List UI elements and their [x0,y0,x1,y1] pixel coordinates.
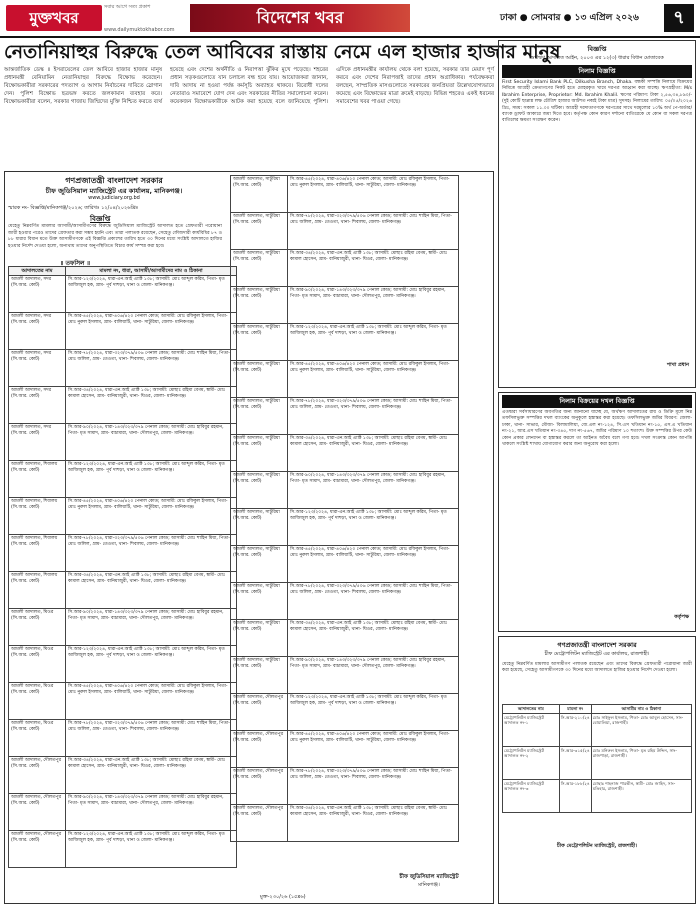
court-cell: আমলী আদালত, দৌলতপুর (সি.আর. কোর্ট) [231,768,288,805]
table-row [231,583,459,620]
court-cell: আমলী আদালত, শিবালয় (সি.আর. কোর্ট) [9,535,66,572]
page-number: ৭ [664,4,694,32]
masthead [0,0,700,36]
notice-office: চীফ জুডিসিয়াল ম্যাজিস্ট্রেট এর কার্যালয়, মানিকগঞ্জ। [45,187,183,195]
case-cell: সি.আর-৭৮/২০২৪, ধারা-৩২৩/৩৭৯/৫০৬ পেনাল কোড; আসামী: মোঃ শাহিন মিয়া, পিতা- মোঃ জলিল, গ্রাম- তেওতা, থানা- শিবালয়, জেলা- মানিকগঞ্জ। [66,720,237,757]
notice-website: www.judiciary.org.bd [88,195,140,201]
table-row [231,324,459,361]
table-row [231,509,459,546]
court-cell: আমলী আদালত, শিবালয় (সি.আর. কোর্ট) [9,461,66,498]
ad3-cell: সি.আর-২১০/২৪ [559,713,591,746]
court-cell: আমলী আদালত, শিবালয় (সি.আর. কোর্ট) [9,572,66,609]
ad3-col1-header: আদালতের নাম [503,705,560,714]
case-cell: সি.আর-৩৪/২০২৪, ধারা-এন.আই এ্যাক্ট ১৩৮; আসামী: মোছাঃ রহিমা বেগম, স্বামী- মোঃ কামাল হোসেন, গ্রাম- বানিয়াজুরী, থানা- ঘিওর, জেলা- মানিকগঞ্জ। [288,250,459,287]
ad3-body: যেহেতু নিম্নবর্ণিত মামলার আসামীগণ পলাতক রয়েছেন এবং তাদের বিরুদ্ধে গ্রেফতারী পরোয়ানা জারী করা হয়েছে, সেহেতু আসামীগণকে ৩০ দিনের মধ্যে আদালতে হাজির হওয়ার নির্দেশ দেওয়া হলো। [502,662,692,674]
case-cell: সি.আর-৯০/২০২৪, ধারা-১৪৩/৩২৩/৩৭৯ পেনাল কোড; আসামী: মোঃ হাবিবুর রহমান, পিতা- মৃত সামাদ, গ্রাম- বাচামারা, থানা- দৌলতপুর, জেলা- মানিকগঞ্জ। [66,424,237,461]
case-cell: সি.আর-৭৮/২০২৪, ধারা-৩২৩/৩৭৯/৫০৬ পেনাল কোড; আসামী: মোঃ শাহিন মিয়া, পিতা- মোঃ জলিল, গ্রাম- তেওতা, থানা- শিবালয়, জেলা- মানিকগঞ্জ। [66,535,237,572]
table-row [503,779,692,812]
signature-title: চীফ জুডিসিয়াল ম্যাজিস্ট্রেট [399,874,459,880]
court-cell: আমলী আদালত, সাটুরিয়া (সি.আর. কোর্ট) [231,361,288,398]
case-cell: সি.আর-৭৮/২০২৪, ধারা-৩২৩/৩৭৯/৫০৬ পেনাল কোড; আসামী: মোঃ শাহিন মিয়া, পিতা- মোঃ জলিল, গ্রাম- তেওতা, থানা- শিবালয়, জেলা- মানিকগঞ্জ। [288,768,459,805]
court-cell: আমলী আদালত, সাটুরিয়া (সি.আর. কোর্ট) [231,287,288,324]
masthead-divider [0,36,700,38]
ad1-body: First Security Islami Bank PLC, Dilkusha Branch, Dhaka. বন্ধকী সম্পত্তি নিলামে বিক্রয়ের নিমিত্তে আগ্রহী ক্রেতাগণের নিকট হতে মোহরকৃত খামে দরপত্র আহ্বান করা যাচ্ছে। ঋণগ্রহীতা: M/s Ibrahim Enterprise, Proprietor: Md. Ibrahim Khalil. ঋণের পরিমাণ: টাকা ২,৫৬,৩৪,৮৯০/- (দুই কোটি ছাপ্পান্ন লক্ষ চৌত্রিশ হাজার আটশত নব্বই টাকা মাত্র) সুদসহ। নিলামের তারিখ: ০৫/০৫/২০২৬ খ্রিঃ, সময়: সকাল ১১.০০ ঘটিকা। আগ্রহী দরদাতাগণকে দরপত্রের সাথে দরমূল্যের ১০% অর্থ পে-অর্ডার/ব্যাংক ড্রাফট আকারে জমা দিতে হবে। কর্তৃপক্ষ কোন কারণ দর্শানো ব্যতিরেকে যে কোন বা সকল দরপত্র বাতিলের ক্ষমতা সংরক্ষণ করেন। [502,80,692,124]
case-cell: সি.আর-৪৫/২০২৪, ধারা-৪০৬/৪২০ পেনাল কোড; আসামী: মোঃ রফিকুল ইসলাম, পিতা- মোঃ নুরুল ইসলাম, গ্রাম- বালিয়াটি, থানা- সাটুরিয়া, জেলা- মানিকগঞ্জ। [66,498,237,535]
ad3-cell: মোছাঃ শাহনাজ পারভীন, স্বামী- মোঃ জাহিদ, সাং- মতিহার, রাজশাহী। [591,779,691,812]
case-cell: সি.আর-৭৮/২০২৪, ধারা-৩২৩/৩৭৯/৫০৬ পেনাল কোড; আসামী: মোঃ শাহিন মিয়া, পিতা- মোঃ জলিল, গ্রাম- তেওতা, থানা- শিবালয়, জেলা- মানিকগঞ্জ। [66,350,237,387]
case-cell: সি.আর-৯০/২০২৪, ধারা-১৪৩/৩২৩/৩৭৯ পেনাল কোড; আসামী: মোঃ হাবিবুর রহমান, পিতা- মৃত সামাদ, গ্রাম- বাচামারা, থানা- দৌলতপুর, জেলা- মানিকগঞ্জ। [288,472,459,509]
court-cell: আমলী আদালত, সাটুরিয়া (সি.আর. কোর্ট) [231,250,288,287]
court-cell: আমলী আদালত, সাটুরিয়া (সি.আর. কোর্ট) [231,657,288,694]
table-row [231,472,459,509]
court-cell: আমলী আদালত, সাটুরিয়া (সি.আর. কোর্ট) [231,546,288,583]
case-table-left [8,266,237,868]
tagline: সবার আগে সত্য প্রকাশ [104,4,151,10]
court-cell: আমলী আদালত, ঘিওর (সি.আর. কোর্ট) [9,683,66,720]
col-court-header: আদালতের নাম [9,267,66,276]
table-row [9,350,237,387]
ad3-cell: সি.আর-৩১৫/২৪ [559,746,591,779]
notice-title: বিজ্ঞপ্তি [90,215,111,223]
court-cell: আমলী আদালত, দৌলতপুর (সি.আর. কোর্ট) [231,805,288,842]
case-cell: সি.আর-৪৫/২০২৪, ধারা-৪০৬/৪২০ পেনাল কোড; আসামী: মোঃ রফিকুল ইসলাম, পিতা- মোঃ নুরুল ইসলাম, গ্রাম- বালিয়াটি, থানা- সাটুরিয়া, জেলা- মানিকগঞ্জ। [288,176,459,213]
court-cell: আমলী আদালত, সদর (সি.আর. কোর্ট) [9,276,66,313]
bank-auction-notice [498,40,696,388]
table-row [231,546,459,583]
court-cell: আমলী আদালত, সাটুরিয়া (সি.আর. কোর্ট) [231,398,288,435]
court-cell: আমলী আদালত, সাটুরিয়া (সি.আর. কোর্ট) [231,583,288,620]
notice-gov-title: গণপ্রজাতন্ত্রী বাংলাদেশ সরকার [65,176,163,185]
case-cell: সি.আর-৯০/২০২৪, ধারা-১৪৩/৩২৩/৩৭৯ পেনাল কোড; আসামী: মোঃ হাবিবুর রহমান, পিতা- মৃত সামাদ, গ্রাম- বাচামারা, থানা- দৌলতপুর, জেলা- মানিকগঞ্জ। [66,794,237,831]
table-row [231,435,459,472]
ad3-cell: সি.আর-১৮৮/২৪ [559,779,591,812]
website-url: www.dailymuktokhabor.com [104,27,175,33]
case-cell: সি.আর-৯০/২০২৪, ধারা-১৪৩/৩২৩/৩৭৯ পেনাল কোড; আসামী: মোঃ হাবিবুর রহমান, পিতা- মৃত সামাদ, গ্রাম- বাচামারা, থানা- দৌলতপুর, জেলা- মানিকগঞ্জ। [288,287,459,324]
ad3-office: চীফ মেট্রোপলিটন ম্যাজিস্ট্রেট এর কার্যালয়, রাজশাহী। [544,651,650,657]
table-row [9,424,237,461]
court-cell: আমলী আদালত, দৌলতপুর (সি.আর. কোর্ট) [9,757,66,794]
table-row [231,620,459,657]
ad2-box-heading: নিলাম বিক্রয়ের দখল বিজ্ঞপ্তি [502,395,692,408]
table-header-row [503,705,692,714]
ad3-col3-header: আসামীর নাম ও ঠিকানা [591,705,691,714]
court-cell: আমলী আদালত, ঘিওর (সি.আর. কোর্ট) [9,609,66,646]
table-row [231,176,459,213]
section-banner: বিদেশের খবর [190,4,410,32]
case-table-right [230,175,459,842]
court-cell: আমলী আদালত, ঘিওর (সি.আর. কোর্ট) [9,720,66,757]
ad3-col2-header: মামলা নং [559,705,591,714]
table-row [9,498,237,535]
table-row [9,646,237,683]
table-row [9,683,237,720]
case-cell: সি.আর-৯০/২০২৪, ধারা-১৪৩/৩২৩/৩৭৯ পেনাল কোড; আসামী: মোঃ হাবিবুর রহমান, পিতা- মৃত সামাদ, গ্রাম- বাচামারা, থানা- দৌলতপুর, জেলা- মানিকগঞ্জ। [288,657,459,694]
court-cell: আমলী আদালত, সাটুরিয়া (সি.আর. কোর্ট) [231,435,288,472]
notice-memo: স্মারক নং- বিজ্ঞপ্তি/মানিকগঞ্জ/২০২৬; তারিখঃ ১২/০৪/২০২৬খ্রিঃ [8,205,139,211]
table-row [231,361,459,398]
case-cell: সি.আর-৩৪/২০২৪, ধারা-এন.আই এ্যাক্ট ১৩৮; আসামী: মোছাঃ রহিমা বেগম, স্বামী- মোঃ কামাল হোসেন, গ্রাম- বানিয়াজুরী, থানা- ঘিওর, জেলা- মানিকগঞ্জ। [66,387,237,424]
ad1-title: বিজ্ঞপ্তি [587,45,607,53]
table-row [9,794,237,831]
table-row [9,313,237,350]
court-cell: আমলী আদালত, দৌলতপুর (সি.আর. কোর্ট) [231,694,288,731]
court-cell: আমলী আদালত, সাটুরিয়া (সি.আর. কোর্ট) [231,620,288,657]
table-row [9,461,237,498]
court-cell: আমলী আদালত, দৌলতপুর (সি.আর. কোর্ট) [231,731,288,768]
ad2-body: এতদ্বারা সর্বসাধারণের অবগতির জন্য জানানো যাচ্ছে যে, অর্থঋণ আদালতের রায় ও ডিক্রি মূলে নিম্ন তফসিলভুক্ত সম্পত্তির দখল ব্যাংকের অনুকূলে হস্তান্তর করা হয়েছে। তফসিলভুক্ত জমির বিবরণ: জেলা- ঢাকা, থানা- সাভার, মৌজা- বিলামালিয়া, জে.এল নং-১২৪, সি.এস খতিয়ান নং-১৫, এস.এ খতিয়ান নং-২১, আর.এস খতিয়ান নং-৩৪৫, দাগ নং-৫৬৭, জমির পরিমাণ ১০ শতাংশ। উক্ত সম্পত্তির উপর কেউ কোন প্রকার লেনদেন বা হস্তান্তর করলে তা আইনত অবৈধ বলে গণ্য হবে। দখল সংক্রান্ত কোন আপত্তি থাকলে সংশ্লিষ্ট শাখায় যোগাযোগ করার জন্য অনুরোধ করা হলো। [502,410,692,448]
table-row [9,831,237,868]
ad3-cell: মেট্রোপলিটন ম্যাজিস্ট্রেট আদালত নং-২ [503,746,560,779]
table-row [231,657,459,694]
table-row [9,757,237,794]
newspaper-logo: মুক্তখবর [6,5,102,31]
possession-notice [498,392,696,632]
court-cell: আমলী আদালত, সাটুরিয়া (সি.আর. কোর্ট) [231,472,288,509]
case-cell: সি.আর-৭৮/২০২৪, ধারা-৩২৩/৩৭৯/৫০৬ পেনাল কোড; আসামী: মোঃ শাহিন মিয়া, পিতা- মোঃ জলিল, গ্রাম- তেওতা, থানা- শিবালয়, জেলা- মানিকগঞ্জ। [288,398,459,435]
court-cell: আমলী আদালত, সদর (সি.আর. কোর্ট) [9,387,66,424]
court-cell: আমলী আদালত, সাটুরিয়া (সি.আর. কোর্ট) [231,324,288,361]
ad1-sign: শাখা প্রধান [667,362,689,368]
case-cell: সি.আর-৩৪/২০২৪, ধারা-এন.আই এ্যাক্ট ১৩৮; আসামী: মোছাঃ রহিমা বেগম, স্বামী- মোঃ কামাল হোসেন, গ্রাম- বানিয়াজুরী, থানা- ঘিওর, জেলা- মানিকগঞ্জ। [66,757,237,794]
ad3-table [502,704,692,813]
court-cell: আমলী আদালত, সাটুরিয়া (সি.আর. কোর্ট) [231,213,288,250]
case-cell: সি.আর-১২৩/২০২৪, ধারা-এন.আই এ্যাক্ট ১৩৮; আসামী: মোঃ আব্দুল করিম, পিতা- মৃত আজিজুল হক, গ্রাম- পূর্ব দাশড়া, থানা ও জেলা- মানিকগঞ্জ। [66,831,237,868]
ad3-cell: মেট্রোপলিটন ম্যাজিস্ট্রেট আদালত নং-৩ [503,779,560,812]
court-cell: আমলী আদালত, সদর (সি.আর. কোর্ট) [9,313,66,350]
schedule-heading: ॥ তফসিল ॥ [60,260,91,267]
case-cell: সি.আর-১২৩/২০২৪, ধারা-এন.আই এ্যাক্ট ১৩৮; আসামী: মোঃ আব্দুল করিম, পিতা- মৃত আজিজুল হক, গ্রাম- পূর্ব দাশড়া, থানা ও জেলা- মানিকগঞ্জ। [66,276,237,313]
case-cell: সি.আর-৩৪/২০২৪, ধারা-এন.আই এ্যাক্ট ১৩৮; আসামী: মোছাঃ রহিমা বেগম, স্বামী- মোঃ কামাল হোসেন, গ্রাম- বানিয়াজুরী, থানা- ঘিওর, জেলা- মানিকগঞ্জ। [288,620,459,657]
case-cell: সি.আর-১২৩/২০২৪, ধারা-এন.আই এ্যাক্ট ১৩৮; আসামী: মোঃ আব্দুল করিম, পিতা- মৃত আজিজুল হক, গ্রাম- পূর্ব দাশড়া, থানা ও জেলা- মানিকগঞ্জ। [288,509,459,546]
lead-story-body: আন্তর্জাতিক ডেস্ক ॥ ইসরায়েলের তেল আবিবে হাজার হাজার মানুষ প্রধানমন্ত্রী বেনিয়ামিন নেতানিয়াহুর বিরুদ্ধে বিক্ষোভ করেছেন। বিক্ষোভকারীরা সরকারের পদত্যাগ ও আগাম নির্বাচনের দাবিতে স্লোগান দেন। পুলিশ বিক্ষোভ ছত্রভঙ্গ করতে জলকামান ব্যবহার করে। বিক্ষোভকারীরা বলেন, সরকার গাজায় জিম্মিদের মুক্তি নিশ্চিত করতে ব্যর্থ হয়েছে এবং দেশের অর্থনীতি ও নিরাপত্তা ঝুঁকির মুখে পড়েছে। শহরের প্রধান সড়কগুলোতে যান চলাচল বন্ধ হয়ে যায়। আয়োজকরা জানান, দাবি আদায় না হওয়া পর্যন্ত কর্মসূচি অব্যাহত থাকবে। বিরোধী দলের নেতারাও সমাবেশে যোগ দেন এবং সরকারের নীতির সমালোচনা করেন। কয়েকজন বিক্ষোভকারীকে আটক করা হয়েছে বলে জানিয়েছে পুলিশ। এদিকে প্রধানমন্ত্রীর কার্যালয় থেকে বলা হয়েছে, সরকার তার মেয়াদ পূর্ণ করবে এবং দেশের নিরাপত্তাই তাদের প্রধান অগ্রাধিকার। পর্যবেক্ষকরা বলছেন, সাম্প্রতিক মাসগুলোতে সরকারের জনপ্রিয়তা উল্লেখযোগ্যভাবে কমেছে এবং বিক্ষোভের মাত্রা ক্রমেই বাড়ছে। বিভিন্ন শহরেও একই ধরনের সমাবেশের খবর পাওয়া গেছে। [4,67,494,105]
court-cell: আমলী আদালত, ঘিওর (সি.আর. কোর্ট) [9,646,66,683]
table-header-row [9,267,237,276]
case-cell: সি.আর-১২৩/২০২৪, ধারা-এন.আই এ্যাক্ট ১৩৮; আসামী: মোঃ আব্দুল করিম, পিতা- মৃত আজিজুল হক, গ্রাম- পূর্ব দাশড়া, থানা ও জেলা- মানিকগঞ্জ। [66,646,237,683]
table-row [503,713,692,746]
table-row [231,213,459,250]
court-cell: আমলী আদালত, সদর (সি.আর. কোর্ট) [9,424,66,461]
court-cell: আমলী আদালত, সদর (সি.আর. কোর্ট) [9,350,66,387]
table-row [231,287,459,324]
case-cell: সি.আর-৪৫/২০২৪, ধারা-৪০৬/৪২০ পেনাল কোড; আসামী: মোঃ রফিকুল ইসলাম, পিতা- মোঃ নুরুল ইসলাম, গ্রাম- বালিয়াটি, থানা- সাটুরিয়া, জেলা- মানিকগঞ্জ। [66,683,237,720]
table-row [231,398,459,435]
ad-reference: মুক্ত-২৩০/২৬ (১৫x৬) [260,894,306,900]
ad1-subtitle: অর্থঋণ আদালত আইন, ২০০৩ এর ১২(৩) ধারার বিধান মোতাবেক [530,55,664,61]
case-cell: সি.আর-৭৮/২০২৪, ধারা-৩২৩/৩৭৯/৫০৬ পেনাল কোড; আসামী: মোঃ শাহিন মিয়া, পিতা- মোঃ জলিল, গ্রাম- তেওতা, থানা- শিবালয়, জেলা- মানিকগঞ্জ। [288,583,459,620]
rajshahi-court-notice [498,636,696,904]
case-cell: সি.আর-৩৪/২০২৪, ধারা-এন.আই এ্যাক্ট ১৩৮; আসামী: মোছাঃ রহিমা বেগম, স্বামী- মোঃ কামাল হোসেন, গ্রাম- বানিয়াজুরী, থানা- ঘিওর, জেলা- মানিকগঞ্জ। [288,435,459,472]
case-cell: সি.আর-৩৪/২০২৪, ধারা-এন.আই এ্যাক্ট ১৩৮; আসামী: মোছাঃ রহিমা বেগম, স্বামী- মোঃ কামাল হোসেন, গ্রাম- বানিয়াজুরী, থানা- ঘিওর, জেলা- মানিকগঞ্জ। [288,805,459,842]
ad3-sign: চীফ মেট্রোপলিটন ম্যাজিস্ট্রেট, রাজশাহী। [556,842,637,849]
ad3-gov-title: গণপ্রজাতন্ত্রী বাংলাদেশ সরকার [557,641,637,649]
case-cell: সি.আর-৪৫/২০২৪, ধারা-৪০৬/৪২০ পেনাল কোড; আসামী: মোঃ রফিকুল ইসলাম, পিতা- মোঃ নুরুল ইসলাম, গ্রাম- বালিয়াটি, থানা- সাটুরিয়া, জেলা- মানিকগঞ্জ। [288,361,459,398]
case-cell: সি.আর-৭৮/২০২৪, ধারা-৩২৩/৩৭৯/৫০৬ পেনাল কোড; আসামী: মোঃ শাহিন মিয়া, পিতা- মোঃ জলিল, গ্রাম- তেওতা, থানা- শিবালয়, জেলা- মানিকগঞ্জ। [288,213,459,250]
table-row [231,694,459,731]
court-cell: আমলী আদালত, দৌলতপুর (সি.আর. কোর্ট) [9,794,66,831]
ad3-cell: মোঃ মনিরুল ইসলাম, পিতা- মৃত রহিম উদ্দিন, সাং- রাজপাড়া, রাজশাহী। [591,746,691,779]
ad3-cell: মোঃ সাইফুল ইসলাম, পিতা- মোঃ আবুল হোসেন, সাং- বোয়ালিয়া, রাজশাহী। [591,713,691,746]
col-case-header: মামলা নং, ধারা, আসামী/আসামীদের নাম ও ঠিকানা [66,267,237,276]
case-cell: সি.আর-১২৩/২০২৪, ধারা-এন.আই এ্যাক্ট ১৩৮; আসামী: মোঃ আব্দুল করিম, পিতা- মৃত আজিজুল হক, গ্রাম- পূর্ব দাশড়া, থানা ও জেলা- মানিকগঞ্জ। [288,324,459,361]
case-cell: সি.আর-৪৫/২০২৪, ধারা-৪০৬/৪২০ পেনাল কোড; আসামী: মোঃ রফিকুল ইসলাম, পিতা- মোঃ নুরুল ইসলাম, গ্রাম- বালিয়াটি, থানা- সাটুরিয়া, জেলা- মানিকগঞ্জ। [288,546,459,583]
table-row [9,572,237,609]
case-cell: সি.আর-৩৪/২০২৪, ধারা-এন.আই এ্যাক্ট ১৩৮; আসামী: মোছাঃ রহিমা বেগম, স্বামী- মোঃ কামাল হোসেন, গ্রাম- বানিয়াজুরী, থানা- ঘিওর, জেলা- মানিকগঞ্জ। [66,572,237,609]
table-row [231,250,459,287]
case-cell: সি.আর-১২৩/২০২৪, ধারা-এন.আই এ্যাক্ট ১৩৮; আসামী: মোঃ আব্দুল করিম, পিতা- মৃত আজিজুল হক, গ্রাম- পূর্ব দাশড়া, থানা ও জেলা- মানিকগঞ্জ। [288,694,459,731]
table-row [9,720,237,757]
signature-place: মানিকগঞ্জ। [418,882,440,888]
ad2-sign: কর্তৃপক্ষ [674,614,689,620]
court-cell: আমলী আদালত, সাটুরিয়া (সি.আর. কোর্ট) [231,509,288,546]
court-cell: আমলী আদালত, দৌলতপুর (সি.আর. কোর্ট) [9,831,66,868]
table-row [231,805,459,842]
table-row [9,535,237,572]
notice-body: যেহেতু নিম্নবর্ণিত মামলার আসামী/আসামীগণের বিরুদ্ধে জুডিসিয়াল ম্যাজিস্ট্রেট আদালত হতে গ্রেফতারী পরোয়ানা জারী হওয়ার পরেও তাদের গ্রেফতার করা সম্ভব হয়নি এবং তারা পলাতক রয়েছেন, সেহেতু ফৌজদারী কার্যবিধির ৮৭ ও ৮৮ ধারার বিধান মতে উক্ত আসামীগণকে এই বিজ্ঞপ্তি প্রকাশের তারিখ হতে ৩০ দিনের মধ্যে সংশ্লিষ্ট আদালতে হাজির হওয়ার নির্দেশ দেওয়া হলো, অন্যথায় তাদের অনুপস্থিতিতে বিচার কার্য সম্পন্ন করা হবে। [8,224,222,249]
dateline: ঢাকা ● সোমবার ● ১৩ এপ্রিল ২০২৬ [500,13,639,23]
case-cell: সি.আর-৪৫/২০২৪, ধারা-৪০৬/৪২০ পেনাল কোড; আসামী: মোঃ রফিকুল ইসলাম, পিতা- মোঃ নুরুল ইসলাম, গ্রাম- বালিয়াটি, থানা- সাটুরিয়া, জেলা- মানিকগঞ্জ। [288,731,459,768]
lead-headline: নেতানিয়াহুর বিরুদ্ধে তেল আবিবের রাস্তায় নেমে এল হাজার হাজার মানুষ [4,41,561,63]
case-cell: সি.আর-৯০/২০২৪, ধারা-১৪৩/৩২৩/৩৭৯ পেনাল কোড; আসামী: মোঃ হাবিবুর রহমান, পিতা- মৃত সামাদ, গ্রাম- বাচামারা, থানা- দৌলতপুর, জেলা- মানিকগঞ্জ। [66,609,237,646]
table-row [231,768,459,805]
court-cell: আমলী আদালত, সাটুরিয়া (সি.আর. কোর্ট) [231,176,288,213]
table-row [9,609,237,646]
ad1-box-heading: নিলাম বিজ্ঞপ্তি [502,65,692,78]
table-row [9,276,237,313]
court-cell: আমলী আদালত, শিবালয় (সি.আর. কোর্ট) [9,498,66,535]
table-row [231,731,459,768]
table-row [9,387,237,424]
table-row [503,746,692,779]
ad3-cell: মেট্রোপলিটন ম্যাজিস্ট্রেট আদালত নং-১ [503,713,560,746]
case-cell: সি.আর-৪৫/২০২৪, ধারা-৪০৬/৪২০ পেনাল কোড; আসামী: মোঃ রফিকুল ইসলাম, পিতা- মোঃ নুরুল ইসলাম, গ্রাম- বালিয়াটি, থানা- সাটুরিয়া, জেলা- মানিকগঞ্জ। [66,313,237,350]
case-cell: সি.আর-১২৩/২০২৪, ধারা-এন.আই এ্যাক্ট ১৩৮; আসামী: মোঃ আব্দুল করিম, পিতা- মৃত আজিজুল হক, গ্রাম- পূর্ব দাশড়া, থানা ও জেলা- মানিকগঞ্জ। [66,461,237,498]
